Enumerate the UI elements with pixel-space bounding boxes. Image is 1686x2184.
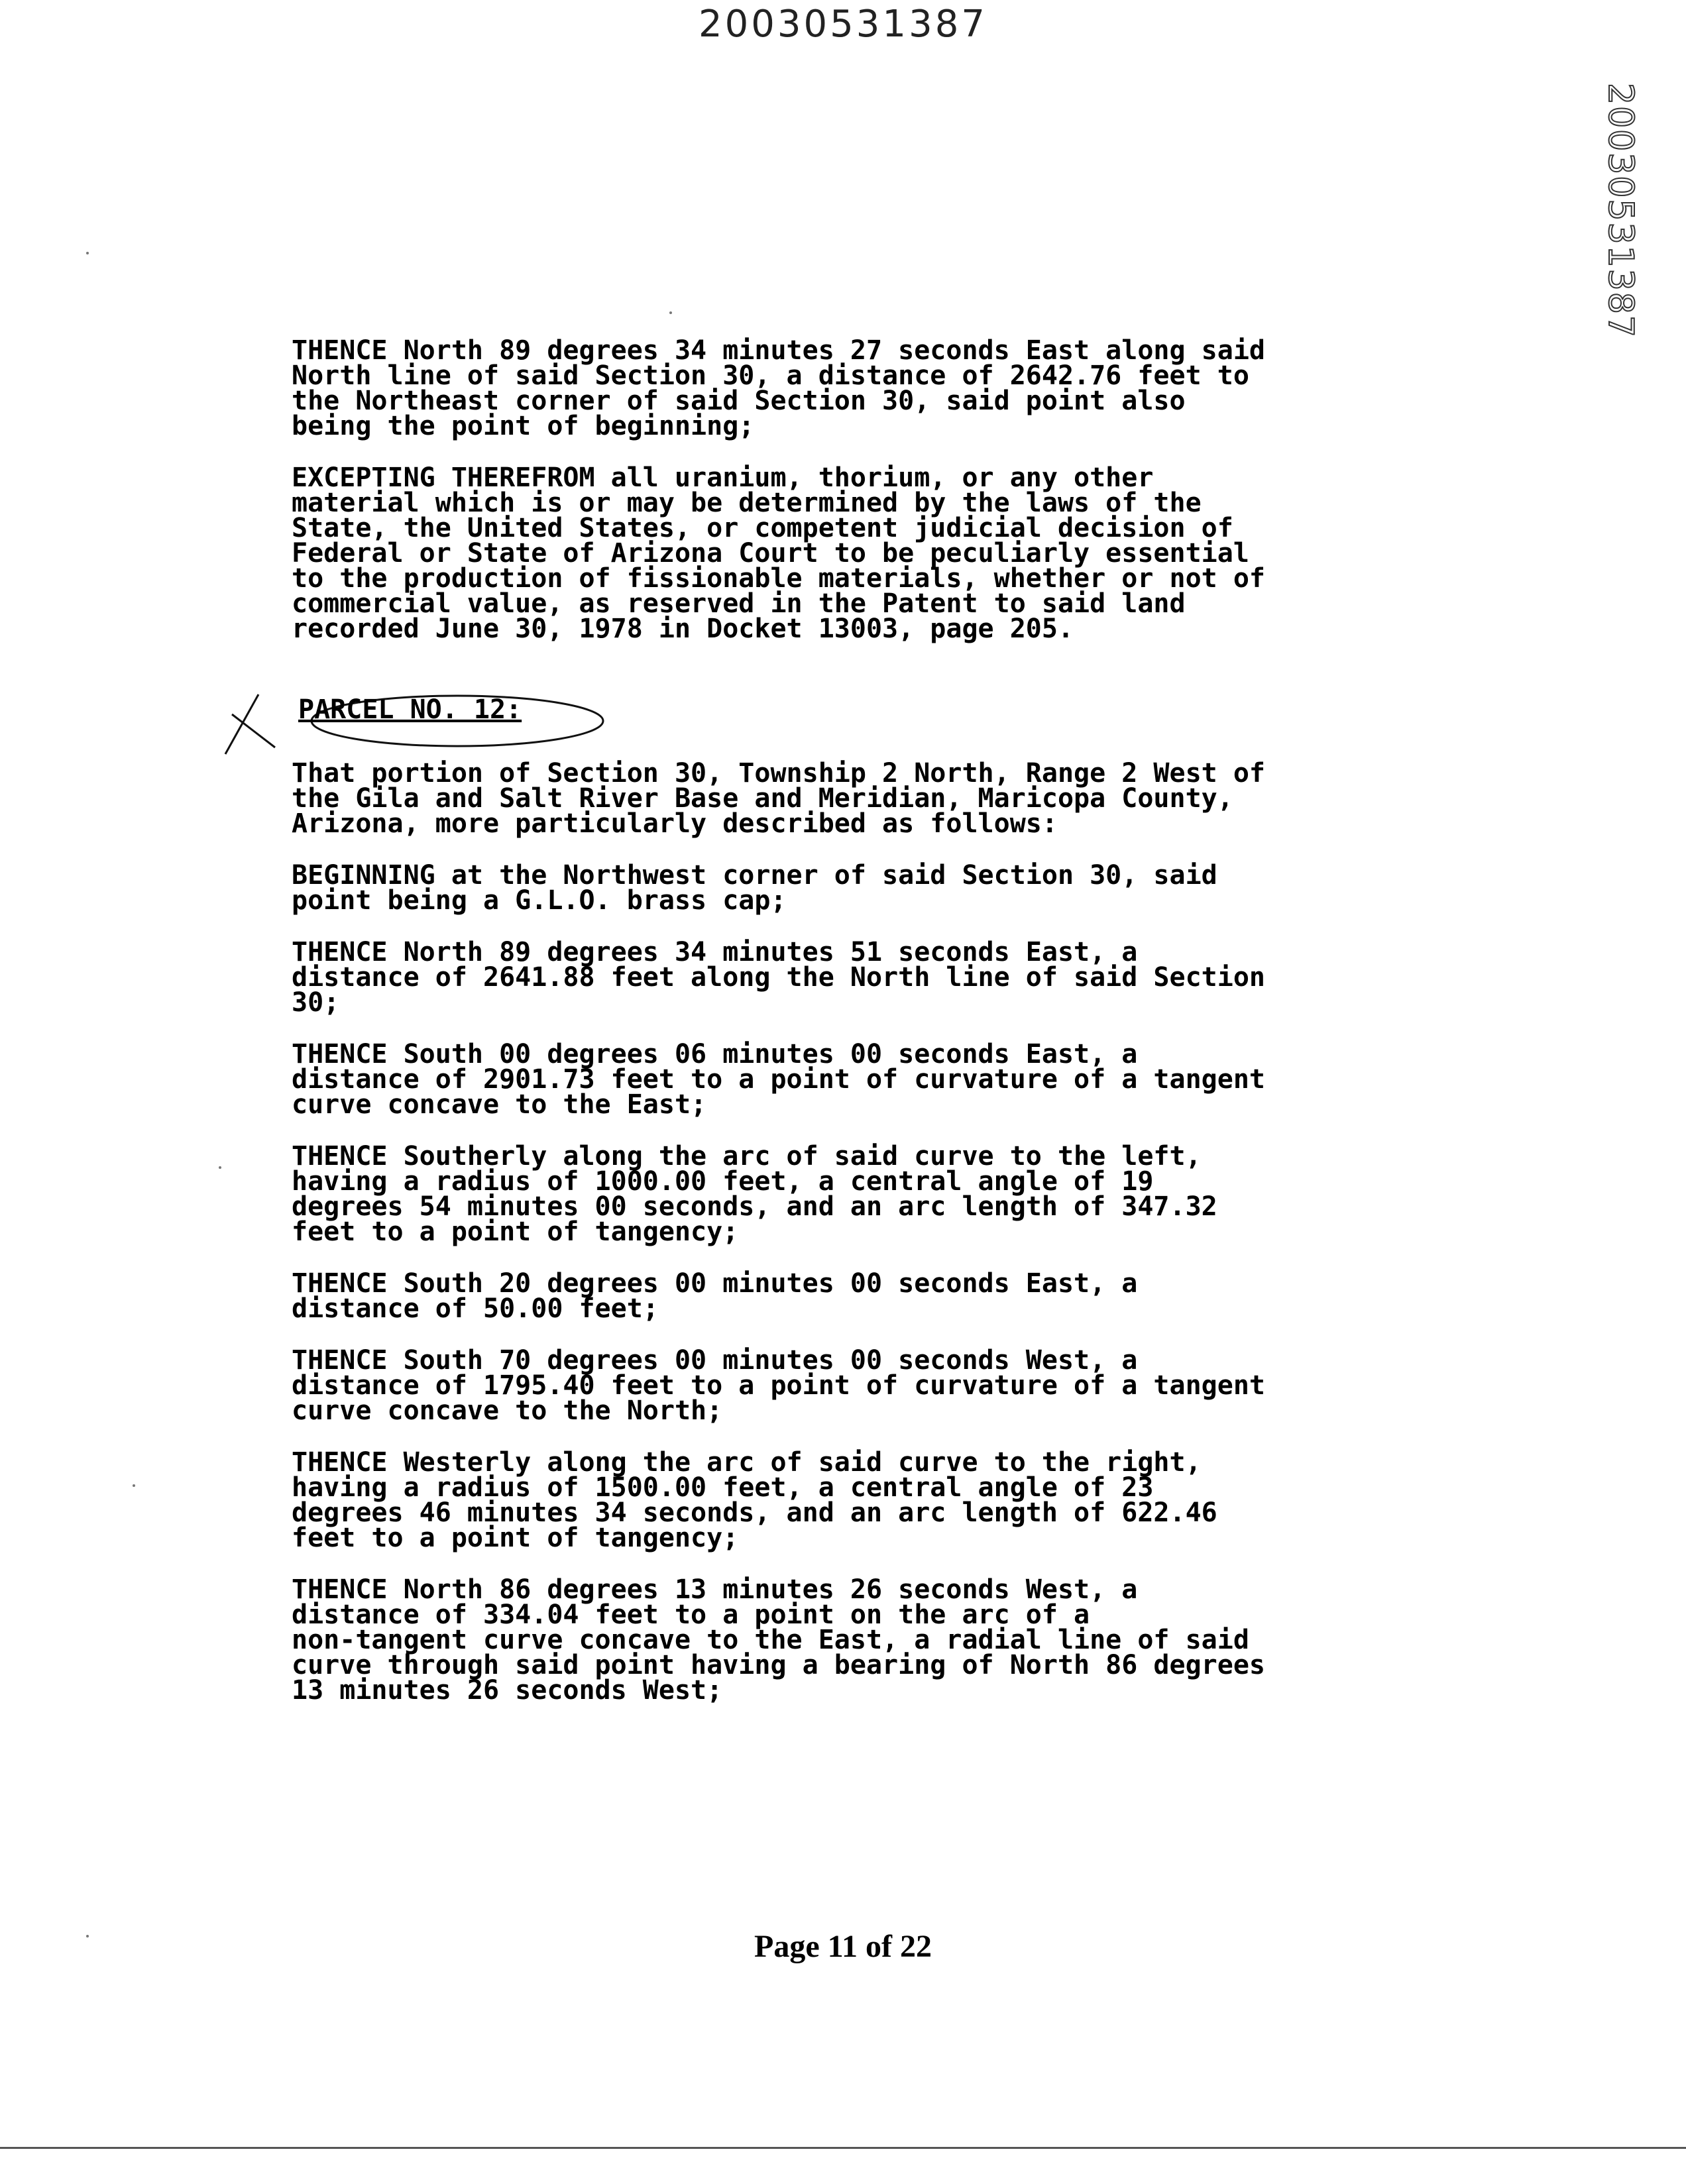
parcel-heading: PARCEL NO. 12: (298, 694, 522, 725)
parcel-heading-block (292, 668, 1352, 747)
paragraph: THENCE North 86 degrees 13 minutes 26 seconds West, a distance of 334.04 feet to a point on the arc of a non-tangent curve concave to the East, a radial line of said curve through said point having a bearing of North 86 degrees 13 minutes 26 seconds West; (292, 1574, 1266, 1706)
document-number: 20030531387 (699, 3, 987, 46)
paragraph: THENCE South 70 degrees 00 minutes 00 seconds West, a distance of 1795.40 feet to a point of curvature of a tangent curve concave to the North; (292, 1345, 1266, 1426)
paragraph: THENCE South 00 degrees 06 minutes 00 seconds East, a distance of 2901.73 feet to a point of curvature of a tangent curve concave to the East; (292, 1039, 1266, 1120)
paragraph: EXCEPTING THEREFROM all uranium, thorium, or any other material which is or may be determined by the laws of the State, the United States, or competent judicial decision of Federal or State of Arizona Court to be peculiarly essential to the production of fissionable materials, whether or not of commercial value, as reserved in the Patent to said land recorded June 30, 1978 in Docket 13003, page 205. (292, 463, 1266, 644)
page-footer: Page 11 of 22 (754, 1929, 932, 1964)
scan-speck (86, 252, 89, 254)
paragraph: That portion of Section 30, Township 2 North, Range 2 West of the Gila and Salt River Base and Meridian, Maricopa County, Arizona, more particularly described as follows: (292, 758, 1266, 839)
document-body (292, 335, 1352, 1729)
scan-speck (86, 1935, 89, 1938)
paragraph: BEGINNING at the Northwest corner of said Section 30, said point being a G.L.O. brass cap; (292, 860, 1217, 916)
paragraph: THENCE Westerly along the arc of said curve to the right, having a radius of 1500.00 feet, a central angle of 23 degrees 46 minutes 34 seconds, and an arc length of 622.46 feet to a point of tangency; (292, 1447, 1217, 1553)
side-stamp-text: 20030531387 (1601, 83, 1640, 339)
bottom-rule (0, 2147, 1686, 2149)
scan-speck (133, 1484, 135, 1487)
scan-speck (669, 311, 672, 314)
paragraph: THENCE North 89 degrees 34 minutes 51 seconds East, a distance of 2641.88 feet along the North line of said Section 30; (292, 937, 1266, 1018)
scan-speck (219, 1166, 221, 1169)
paragraph: THENCE Southerly along the arc of said curve to the left, having a radius of 1000.00 feet, a central angle of 19 degrees 54 minutes 00 seconds, and an arc length of 347.32 feet to a point of tangency; (292, 1141, 1217, 1247)
side-stamp (1591, 80, 1650, 339)
paragraph: THENCE North 89 degrees 34 minutes 27 seconds East along said North line of said Section 30, a distance of 2642.76 feet to the Northeast corner of said Section 30, said point also being the point of beginning; (292, 335, 1266, 441)
paragraph: THENCE South 20 degrees 00 minutes 00 seconds East, a distance of 50.00 feet; (292, 1268, 1138, 1324)
